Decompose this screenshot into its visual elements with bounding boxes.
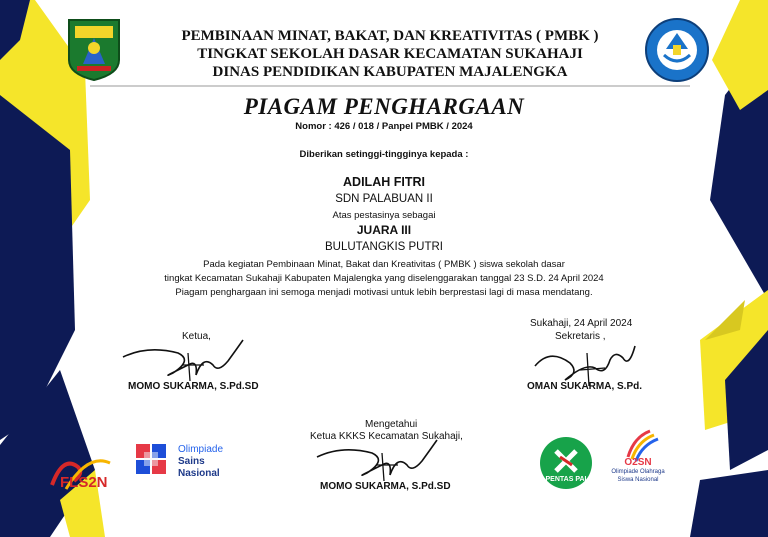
right-signer-role: Sekretaris , — [555, 331, 606, 342]
header-line-2: TINGKAT SEKOLAH DASAR KECAMATAN SUKAHAJI — [197, 46, 583, 62]
tut-wuri-handayani-emblem-icon — [644, 17, 710, 83]
right-signer-name: OMAN SUKARMA, S.Pd. — [527, 381, 642, 392]
olimpiade-sains-nasional-logo: Olimpiade Sains Nasional — [132, 440, 237, 485]
pentas-pai-logo-icon — [538, 435, 594, 491]
svg-text:PENTAS PAI: PENTAS PAI — [545, 476, 587, 483]
body-line-1: Pada kegiatan Pembinaan Minat, Bakat dan Kreativitas ( PMBK ) siswa sekolah dasar — [203, 259, 565, 270]
fls2n-logo-icon — [48, 445, 120, 495]
header-line-1: PEMBINAAN MINAT, BAKAT, DAN KREATIVITAS ( PMBK ) — [181, 28, 599, 44]
certificate-number: Nomor : 426 / 018 / Panpel PMBK / 2024 — [295, 121, 473, 132]
header-line-3: DINAS PENDIDIKAN KABUPATEN MAJALENGKA — [212, 64, 568, 80]
svg-text:O2SN: O2SN — [624, 457, 652, 467]
center-signer-name: MOMO SUKARMA, S.Pd.SD — [320, 481, 451, 492]
achievement-intro: Atas pestasinya sebagai — [332, 210, 436, 221]
recipient-name: ADILAH FITRI — [343, 175, 425, 189]
body-line-3: Piagam penghargaan ini semoga menjadi motivasi untuk lebih berprestasi lagi di masa mendatang. — [175, 287, 593, 298]
place-date: Sukahaji, 24 April 2024 — [530, 318, 633, 329]
category: BULUTANGKIS PUTRI — [325, 241, 443, 253]
svg-text:FLS2N: FLS2N — [60, 474, 108, 491]
center-signer-role: Ketua KKKS Kecamatan Sukahaji, — [310, 431, 463, 442]
acknowledged-label: Mengetahui — [365, 419, 418, 430]
left-signer-role: Ketua, — [182, 331, 211, 342]
o2sn-logo: O2SN Olimpiade Olahraga Siswa Nasional — [600, 427, 676, 489]
body-line-2: tingkat Kecamatan Sukahaji Kabupaten Majalengka yang diselenggarakan tanggal 23 S.D. 24 April 2024 — [164, 273, 604, 284]
majalengka-emblem-icon — [65, 16, 123, 82]
left-signer-name: MOMO SUKARMA, S.Pd.SD — [128, 381, 259, 392]
school-name: SDN PALABUAN II — [335, 193, 433, 205]
given-to-label: Diberikan setinggi-tingginya kepada : — [299, 149, 469, 160]
certificate-title: PIAGAM PENGHARGAAN — [243, 94, 525, 119]
rank: JUARA III — [356, 223, 412, 237]
